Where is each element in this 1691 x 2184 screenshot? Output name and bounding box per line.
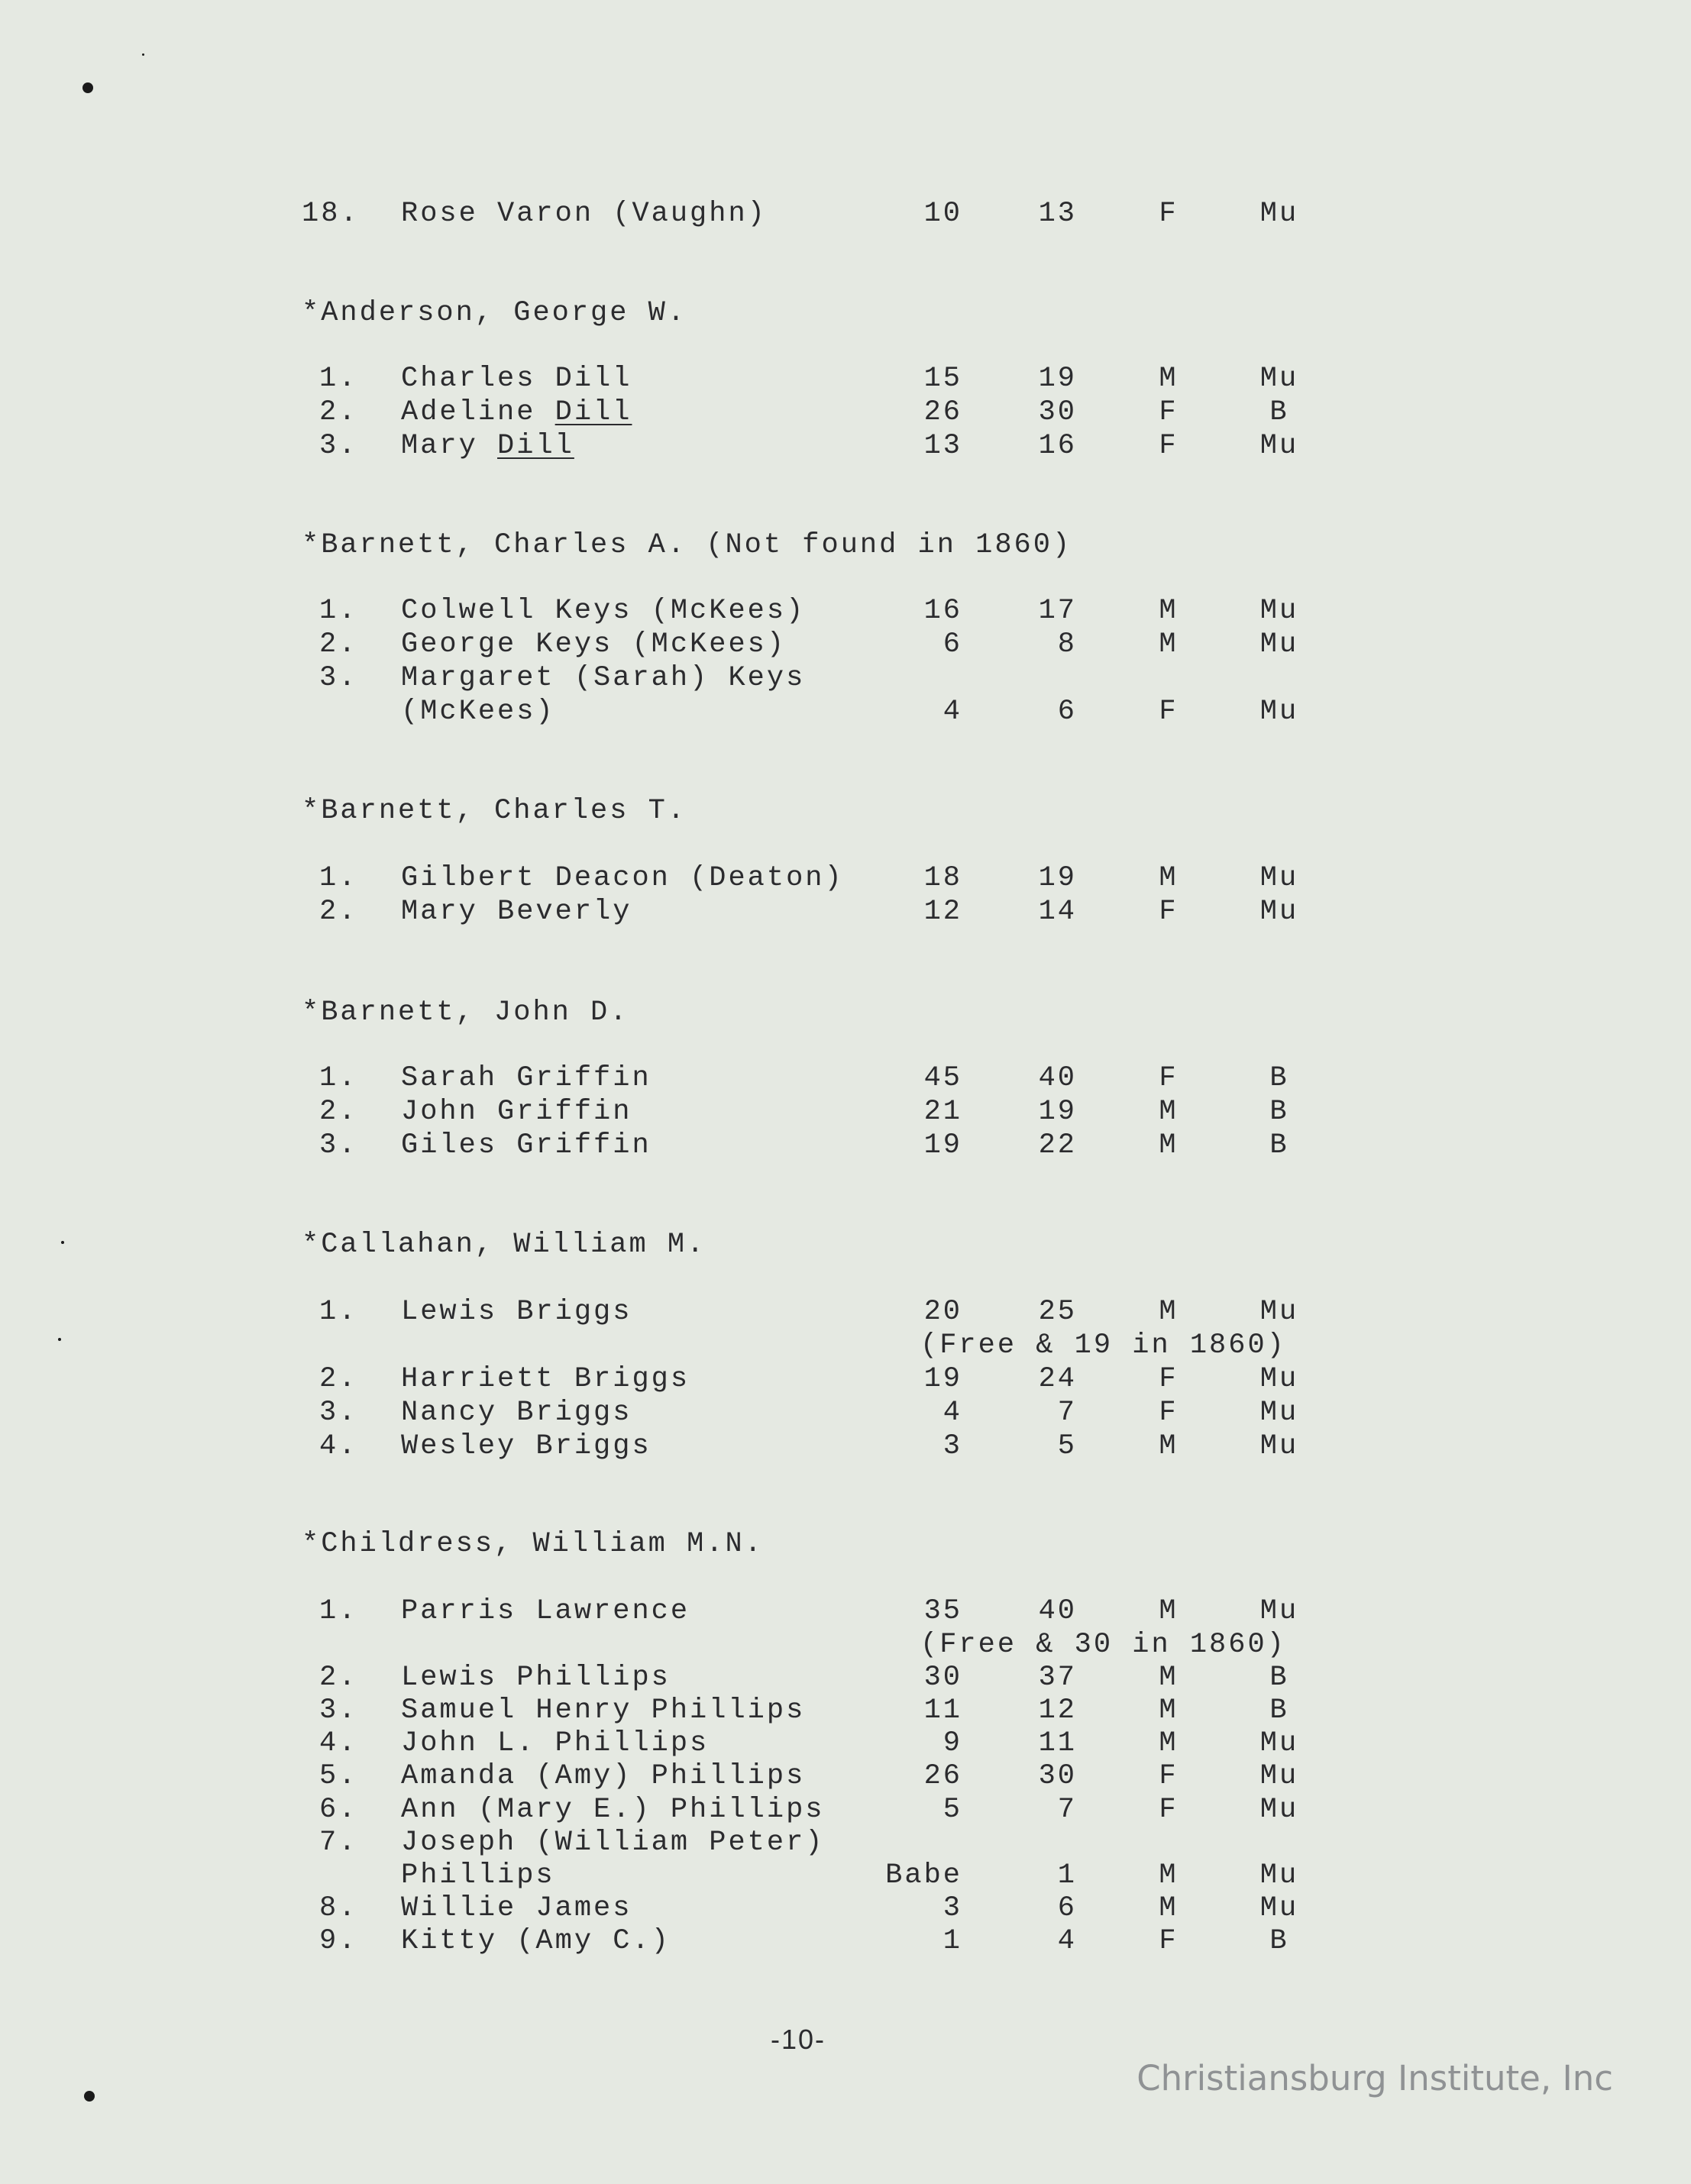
age-1860: 4 bbox=[942, 696, 962, 728]
age-1863: 19 bbox=[1038, 363, 1077, 395]
entry-name bbox=[401, 396, 632, 429]
age-1863: 5 bbox=[1057, 1430, 1077, 1462]
age-1860: 9 bbox=[942, 1727, 962, 1759]
age-1863: 16 bbox=[1038, 430, 1077, 462]
sex: F bbox=[1159, 896, 1179, 928]
entry-number: 9. bbox=[319, 1925, 358, 1957]
page-number: -10- bbox=[770, 2024, 826, 2055]
entry-number: 8. bbox=[319, 1892, 358, 1924]
age-1863: 19 bbox=[1038, 1096, 1077, 1128]
entry-name: Nancy Briggs bbox=[401, 1397, 632, 1429]
entry-name: Kitty (Amy C.) bbox=[401, 1925, 671, 1957]
entry-number: 4. bbox=[319, 1430, 358, 1462]
color-code: Mu bbox=[1259, 1727, 1299, 1759]
entry-name: Giles Griffin bbox=[401, 1129, 652, 1161]
age-1860: 26 bbox=[923, 1760, 962, 1792]
entry-number: 2. bbox=[319, 396, 358, 428]
sex: M bbox=[1159, 1695, 1179, 1727]
watermark: Christiansburg Institute, Inc bbox=[1136, 2058, 1613, 2098]
age-1860: 3 bbox=[942, 1892, 962, 1924]
color-code: Mu bbox=[1259, 1363, 1299, 1395]
sex: F bbox=[1159, 696, 1179, 728]
owner-heading: *Barnett, Charles T. bbox=[302, 795, 687, 827]
age-1860: 6 bbox=[942, 628, 962, 661]
age-1860: 3 bbox=[942, 1430, 962, 1462]
age-1860: 16 bbox=[923, 595, 962, 627]
free-status-note: (Free & 19 in 1860) bbox=[920, 1329, 1286, 1362]
entry-name: Amanda (Amy) Phillips bbox=[401, 1760, 806, 1792]
entry-number: 2. bbox=[319, 628, 358, 661]
entry-name: Parris Lawrence bbox=[401, 1595, 690, 1627]
age-1863: 11 bbox=[1038, 1727, 1077, 1759]
age-1860: 20 bbox=[923, 1296, 962, 1328]
age-1863: 40 bbox=[1038, 1062, 1077, 1094]
color-code: B bbox=[1269, 1925, 1289, 1957]
entry-number: 1. bbox=[319, 1595, 358, 1627]
age-1863: 7 bbox=[1057, 1794, 1077, 1826]
sex: M bbox=[1159, 1595, 1179, 1627]
underlined-surname: Dill bbox=[555, 396, 632, 428]
scan-speck bbox=[84, 2091, 95, 2102]
given-name: Mary bbox=[401, 430, 498, 462]
entry-number: 5. bbox=[319, 1760, 358, 1792]
entry-number: 4. bbox=[319, 1727, 358, 1759]
color-code: B bbox=[1269, 1062, 1289, 1094]
color-code: B bbox=[1269, 1695, 1289, 1727]
color-code: Mu bbox=[1259, 696, 1299, 728]
age-1863: 4 bbox=[1057, 1925, 1077, 1957]
color-code: Mu bbox=[1259, 430, 1299, 462]
age-1863: 25 bbox=[1038, 1296, 1077, 1328]
entry-number: 2. bbox=[319, 1363, 358, 1395]
entry-number: 6. bbox=[319, 1794, 358, 1826]
color-code: Mu bbox=[1259, 198, 1299, 230]
owner-heading: *Callahan, William M. bbox=[302, 1229, 706, 1261]
age-1860: 18 bbox=[923, 862, 962, 894]
free-status-note: (Free & 30 in 1860) bbox=[920, 1629, 1286, 1661]
color-code: Mu bbox=[1259, 1595, 1299, 1627]
entry-name bbox=[401, 429, 574, 463]
age-1863: 6 bbox=[1057, 1892, 1077, 1924]
sex: M bbox=[1159, 1727, 1179, 1759]
color-code: B bbox=[1269, 396, 1289, 428]
age-1860: 21 bbox=[923, 1096, 962, 1128]
age-1863: 14 bbox=[1038, 896, 1077, 928]
age-1860: 30 bbox=[923, 1662, 962, 1694]
entry-number: 3. bbox=[319, 1397, 358, 1429]
entry-number: 3. bbox=[319, 1695, 358, 1727]
age-1863: 30 bbox=[1038, 1760, 1077, 1792]
entry-name: Lewis Phillips bbox=[401, 1662, 671, 1694]
entry-name: Colwell Keys (McKees) bbox=[401, 595, 806, 627]
scan-speck bbox=[142, 53, 144, 56]
color-code: Mu bbox=[1259, 1397, 1299, 1429]
color-code: Mu bbox=[1259, 1430, 1299, 1462]
age-1863: 17 bbox=[1038, 595, 1077, 627]
age-1860: 12 bbox=[923, 896, 962, 928]
sex: M bbox=[1159, 628, 1179, 661]
age-1863: 13 bbox=[1038, 198, 1077, 230]
entry-number: 1. bbox=[319, 1062, 358, 1094]
age-1860: 19 bbox=[923, 1129, 962, 1161]
age-1860: Babe bbox=[885, 1859, 962, 1892]
sex: M bbox=[1159, 1296, 1179, 1328]
color-code: B bbox=[1269, 1662, 1289, 1694]
color-code: Mu bbox=[1259, 1859, 1299, 1892]
age-1863: 30 bbox=[1038, 396, 1077, 428]
sex: M bbox=[1159, 1892, 1179, 1924]
sex: M bbox=[1159, 595, 1179, 627]
sex: M bbox=[1159, 1430, 1179, 1462]
entry-name: Willie James bbox=[401, 1892, 632, 1924]
entry-number: 18. bbox=[302, 198, 360, 230]
entry-name: Lewis Briggs bbox=[401, 1296, 632, 1328]
sex: M bbox=[1159, 862, 1179, 894]
sex: M bbox=[1159, 1662, 1179, 1694]
age-1860: 4 bbox=[942, 1397, 962, 1429]
entry-name: Joseph (William Peter) bbox=[401, 1827, 825, 1859]
entry-number: 3. bbox=[319, 430, 358, 462]
age-1863: 7 bbox=[1057, 1397, 1077, 1429]
entry-name: Wesley Briggs bbox=[401, 1430, 652, 1462]
age-1863: 22 bbox=[1038, 1129, 1077, 1161]
entry-name: Gilbert Deacon (Deaton) bbox=[401, 862, 844, 894]
scan-speck bbox=[58, 1338, 61, 1341]
entry-name: Rose Varon (Vaughn) bbox=[401, 198, 767, 230]
age-1863: 40 bbox=[1038, 1595, 1077, 1627]
sex: F bbox=[1159, 1397, 1179, 1429]
sex: F bbox=[1159, 1925, 1179, 1957]
age-1863: 37 bbox=[1038, 1662, 1077, 1694]
owner-heading: *Anderson, George W. bbox=[302, 297, 687, 329]
entry-number: 1. bbox=[319, 595, 358, 627]
age-1860: 5 bbox=[942, 1794, 962, 1826]
color-code: B bbox=[1269, 1096, 1289, 1128]
sex: M bbox=[1159, 1096, 1179, 1128]
sex: F bbox=[1159, 430, 1179, 462]
owner-heading: *Childress, William M.N. bbox=[302, 1528, 764, 1560]
entry-number: 2. bbox=[319, 1662, 358, 1694]
age-1860: 13 bbox=[923, 430, 962, 462]
scan-speck bbox=[82, 82, 93, 93]
color-code: Mu bbox=[1259, 1794, 1299, 1826]
age-1860: 10 bbox=[923, 198, 962, 230]
sex: F bbox=[1159, 1794, 1179, 1826]
entry-name: Samuel Henry Phillips bbox=[401, 1695, 806, 1727]
entry-name: Harriett Briggs bbox=[401, 1363, 690, 1395]
entry-name-continued: (McKees) bbox=[401, 696, 555, 728]
age-1860: 11 bbox=[923, 1695, 962, 1727]
age-1860: 19 bbox=[923, 1363, 962, 1395]
age-1863: 24 bbox=[1038, 1363, 1077, 1395]
color-code: Mu bbox=[1259, 1892, 1299, 1924]
scan-speck bbox=[61, 1241, 64, 1244]
sex: F bbox=[1159, 396, 1179, 428]
sex: M bbox=[1159, 1129, 1179, 1161]
entry-name: Mary Beverly bbox=[401, 896, 632, 928]
entry-number: 2. bbox=[319, 896, 358, 928]
age-1860: 1 bbox=[942, 1925, 962, 1957]
color-code: Mu bbox=[1259, 1296, 1299, 1328]
underlined-surname: Dill bbox=[497, 430, 574, 462]
color-code: Mu bbox=[1259, 363, 1299, 395]
given-name: Adeline bbox=[401, 396, 555, 428]
age-1863: 1 bbox=[1057, 1859, 1077, 1892]
entry-number: 3. bbox=[319, 662, 358, 694]
entry-name: John Griffin bbox=[401, 1096, 632, 1128]
color-code: Mu bbox=[1259, 896, 1299, 928]
age-1860: 26 bbox=[923, 396, 962, 428]
sex: M bbox=[1159, 363, 1179, 395]
entry-number: 1. bbox=[319, 862, 358, 894]
color-code: Mu bbox=[1259, 862, 1299, 894]
age-1863: 12 bbox=[1038, 1695, 1077, 1727]
sex: F bbox=[1159, 1760, 1179, 1792]
age-1860: 45 bbox=[923, 1062, 962, 1094]
entry-number: 3. bbox=[319, 1129, 358, 1161]
entry-number: 1. bbox=[319, 1296, 358, 1328]
owner-heading: *Barnett, John D. bbox=[302, 997, 629, 1029]
sex: F bbox=[1159, 1363, 1179, 1395]
entry-name: Sarah Griffin bbox=[401, 1062, 652, 1094]
entry-name: Charles Dill bbox=[401, 363, 632, 395]
color-code: Mu bbox=[1259, 628, 1299, 661]
age-1860: 15 bbox=[923, 363, 962, 395]
age-1863: 19 bbox=[1038, 862, 1077, 894]
entry-name: George Keys (McKees) bbox=[401, 628, 787, 661]
entry-name: Ann (Mary E.) Phillips bbox=[401, 1794, 825, 1826]
age-1863: 8 bbox=[1057, 628, 1077, 661]
entry-name: Margaret (Sarah) Keys bbox=[401, 662, 806, 694]
entry-number: 2. bbox=[319, 1096, 358, 1128]
owner-heading: *Barnett, Charles A. (Not found in 1860) bbox=[302, 529, 1072, 561]
sex: F bbox=[1159, 198, 1179, 230]
color-code: B bbox=[1269, 1129, 1289, 1161]
sex: M bbox=[1159, 1859, 1179, 1892]
entry-name-continued: Phillips bbox=[401, 1859, 555, 1892]
entry-number: 1. bbox=[319, 363, 358, 395]
color-code: Mu bbox=[1259, 595, 1299, 627]
entry-number: 7. bbox=[319, 1827, 358, 1859]
age-1860: 35 bbox=[923, 1595, 962, 1627]
sex: F bbox=[1159, 1062, 1179, 1094]
age-1863: 6 bbox=[1057, 696, 1077, 728]
color-code: Mu bbox=[1259, 1760, 1299, 1792]
entry-name: John L. Phillips bbox=[401, 1727, 710, 1759]
